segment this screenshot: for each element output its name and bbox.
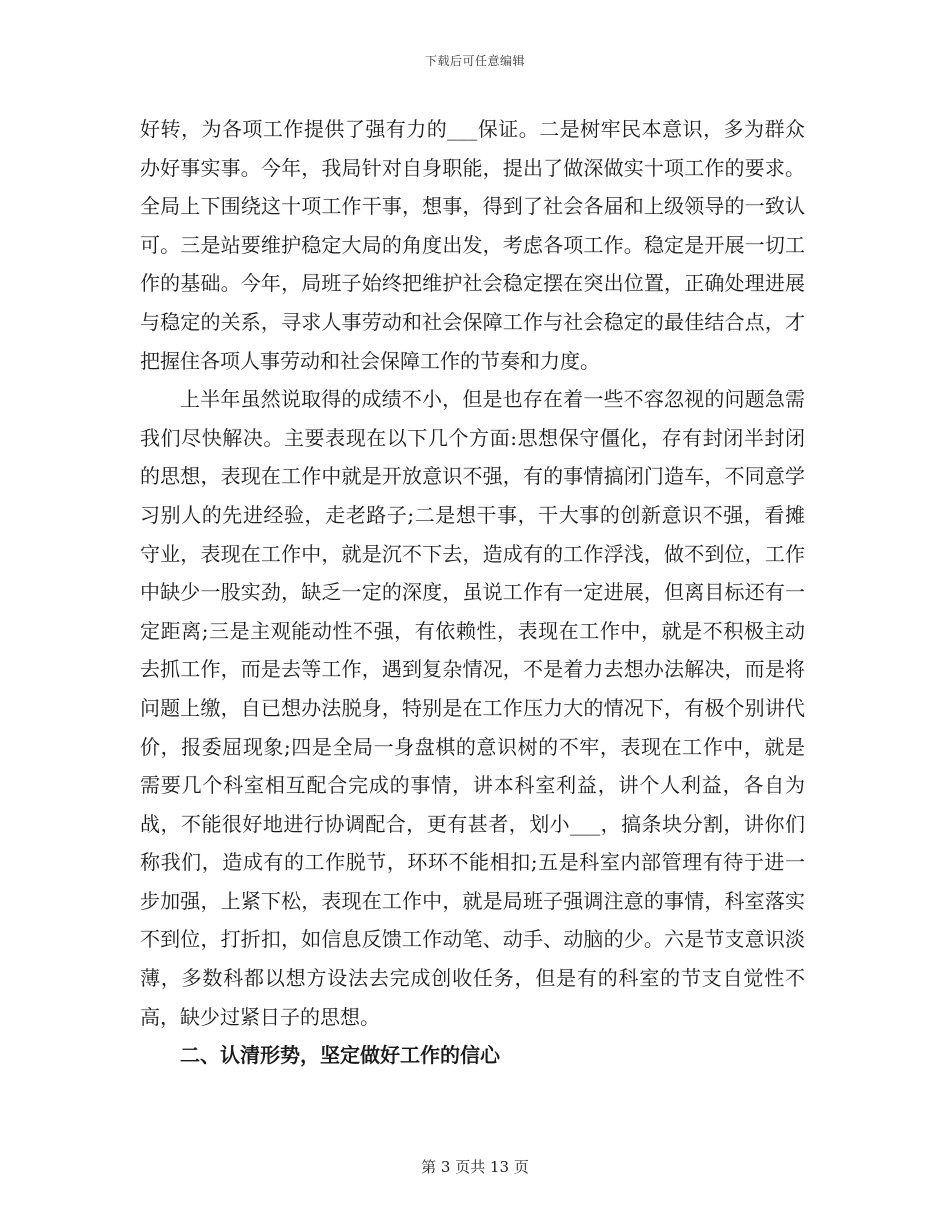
document-body <box>140 110 805 1075</box>
section-heading: 二、认清形势，坚定做好工作的信心 <box>180 1043 500 1068</box>
page-header: 下载后可任意编辑 <box>424 54 525 68</box>
paragraph-problems: 上半年虽然说取得的成绩不小，但是也存在着一些不容忽视的问题急需我们尽快解决。主要表现在以下几个方面:思想保守僵化，存有封闭半封闭的思想，表现在工作中就是开放意识不强，有的事情搞闭门造车，不同意学习别人的先进经验，走老路子;二是想干事，干大事的创新意识不强，看摊守业，表现在工作中，就是沉不下去，造成有的工作浮浅，做不到位，工作中缺少一股实劲，缺乏一定的深度，虽说工作有一定进展，但离目标还有一定距离;三是主观能动性不强，有依赖性，表现在工作中，就是不积极主动去抓工作，而是去等工作，遇到复杂情况，不是着力去想办法解决，而是将问题上缴，自已想办法脱身，特别是在工作压力大的情况下，有极个别讲代价，报委屈现象;四是全局一身盘棋的意识树的不牢，表现在工作中，就是需要几个科室相互配合完成的事情，讲本科室利益，讲个人利益，各自为战，不能很好地进行协调配合，更有甚者，划小___，搞条块分割，讲你们称我们，造成有的工作脱节，环环不能相扣;五是科室内部管理有待于进一步加强，上紧下松，表现在工作中，就是局班子强调注意的事情，科室落实不到位，打折扣，如信息反馈工作动笔、动手、动脑的少。六是节支意识淡薄，多数科都以想方设法去完成创收任务，但是有的科室的节支自觉性不高，缺少过紧日子的思想。 <box>140 387 805 1029</box>
page-number: 第 3 页共 13 页 <box>421 1158 529 1176</box>
paragraph-continuation: 好转，为各项工作提供了强有力的___保证。二是树牢民本意识，多为群众办好事实事。今年，我局针对自身职能，提出了做深做实十项工作的要求。全局上下围绕这十项工作干事，想事，得到了社会各届和上级领导的一致认可。三是站要维护稳定大局的角度出发，考虑各项工作。稳定是开展一切工作的基础。今年，局班子始终把维护社会稳定摆在突出位置，正确处理进展与稳定的关系，寻求人事劳动和社会保障工作与社会稳定的最佳结合点，才把握住各项人事劳动和社会保障工作的节奏和力度。 <box>140 117 805 373</box>
